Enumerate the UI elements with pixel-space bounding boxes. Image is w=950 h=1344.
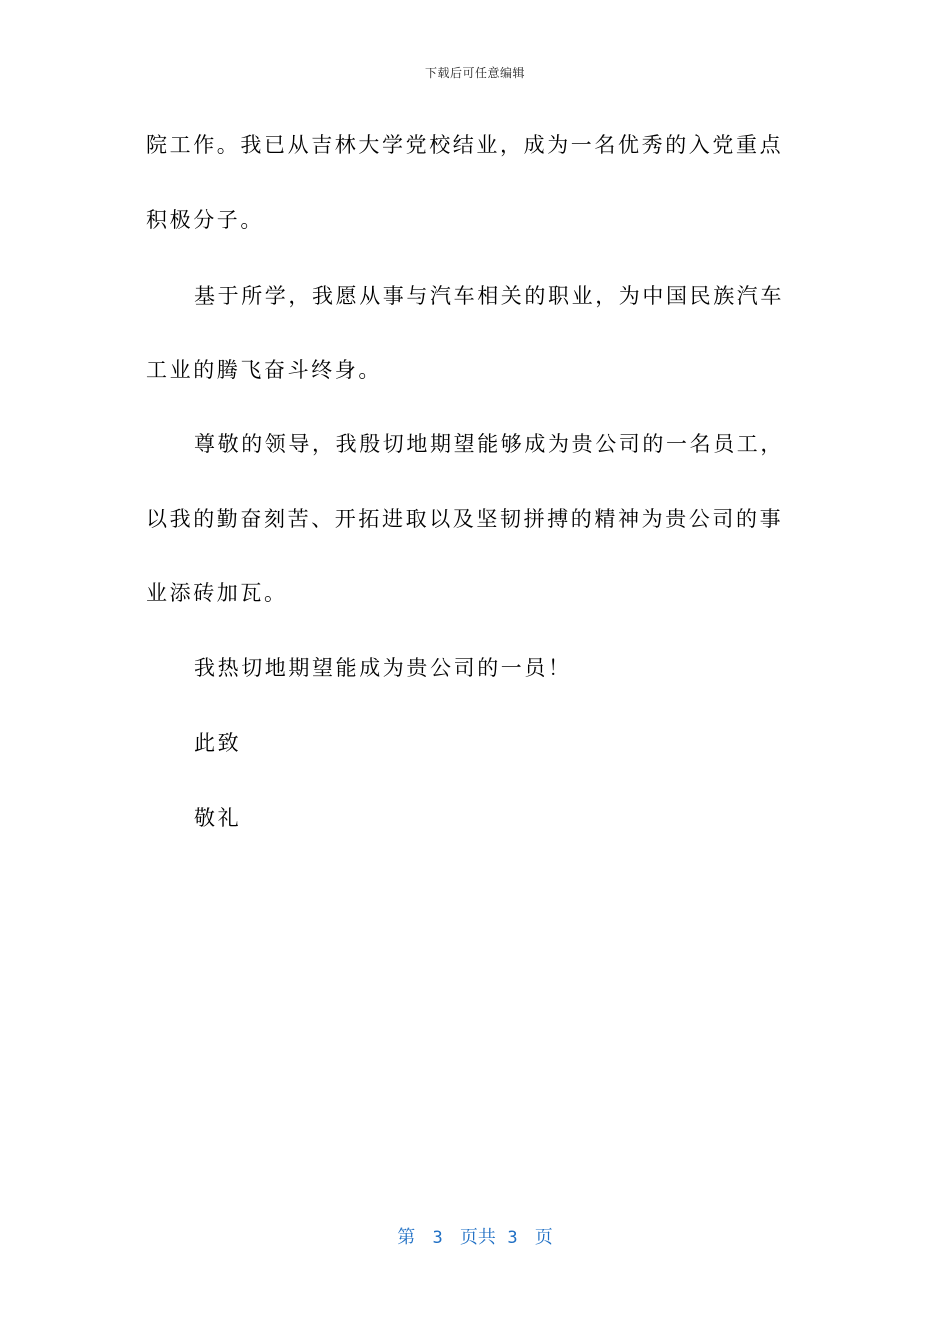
page-header: 下载后可任意编辑 <box>424 66 525 80</box>
footer-suffix: 页 <box>534 1227 553 1248</box>
body-line-4: 工业的腾飞奋斗终身。 <box>146 358 382 382</box>
body-line-6: 以我的勤奋刻苦、开拓进取以及坚韧拼搏的精神为贵公司的事 <box>146 507 784 531</box>
page-number-footer <box>0 1226 950 1250</box>
footer-total-pages: 3 <box>507 1228 518 1248</box>
footer-middle: 页共 <box>459 1227 496 1248</box>
closing-regards: 敬礼 <box>194 806 242 830</box>
body-line-7: 业添砖加瓦。 <box>146 581 288 605</box>
closing-salutation: 此致 <box>194 731 242 755</box>
body-line-1: 院工作。我已从吉林大学党校结业，成为一名优秀的入党重点 <box>146 133 784 157</box>
body-line-3: 基于所学，我愿从事与汽车相关的职业，为中国民族汽车 <box>194 284 784 308</box>
body-line-5: 尊敬的领导，我殷切地期望能够成为贵公司的一名员工， <box>194 432 784 456</box>
footer-prefix: 第 <box>397 1227 416 1248</box>
footer-current-page: 3 <box>432 1228 443 1248</box>
body-line-2: 积极分子。 <box>146 208 264 232</box>
body-line-8: 我热切地期望能成为贵公司的一员！ <box>194 656 572 680</box>
